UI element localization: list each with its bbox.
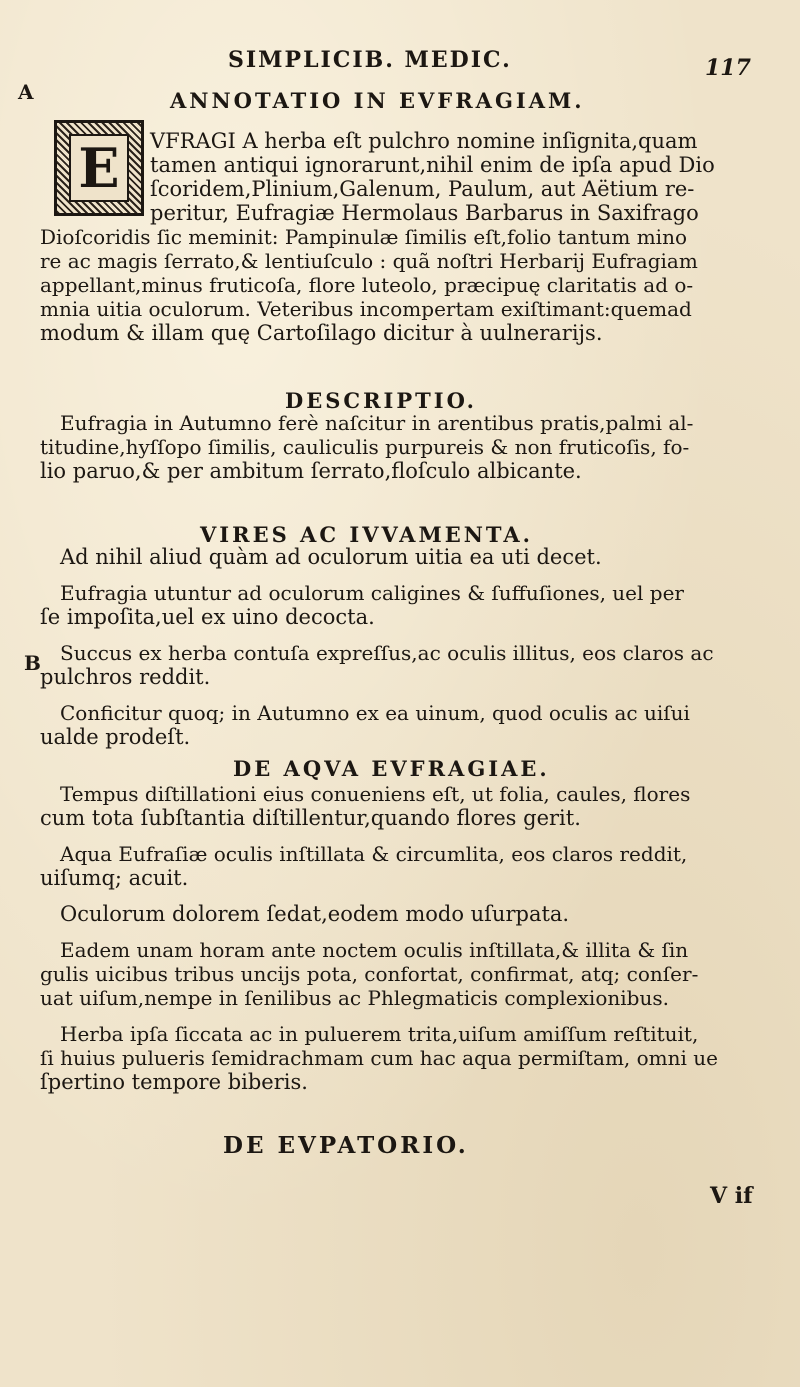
text-line: Eufragia in Autumno ferè naſcitur in arentibus pratis,palmi al- — [60, 411, 694, 435]
text-line: Aqua Eufraſiæ oculis inſtillata & circumlita, eos claros reddit, — [60, 842, 688, 866]
text-line: peritur, Eufragiæ Hermolaus Barbarus in Saxifrago — [150, 201, 699, 225]
text-line: VFRAGI A herba eſt pulchro nomine inſignita,quam — [150, 129, 698, 153]
text-line: cum tota ſubſtantia diſtillentur,quando flores gerit. — [40, 806, 581, 830]
text-line: Eufragia utuntur ad oculorum caligines & ſuffuſiones, uel per — [60, 581, 684, 605]
text-line: Ad nihil aliud quàm ad oculorum uitia ea uti decet. — [60, 545, 602, 569]
aqua-heading: DE AQVA EVFRAGIAE. — [233, 756, 550, 781]
descriptio-heading: DESCRIPTIO. — [285, 388, 477, 413]
decorated-initial — [54, 120, 144, 216]
text-line: gulis uicibus tribus uncijs pota, confortat, confirmat, atq; conſer- — [40, 962, 699, 986]
text-line: re ac magis ſerrato,& lentiuſculo : quã noſtri Herbarij Eufragiam — [40, 249, 698, 273]
margin-letter-b: B — [24, 651, 41, 675]
text-line: uat uiſum,nempe in ſenilibus ac Phlegmaticis complexionibus. — [40, 986, 669, 1010]
running-head: SIMPLICIB. MEDIC. — [228, 47, 512, 73]
text-line: Oculorum dolorem ſedat,eodem modo uſurpata. — [60, 902, 570, 926]
text-line: pulchros reddit. — [40, 665, 211, 689]
vires-heading: VIRES AC IVVAMENTA. — [200, 522, 533, 547]
text-line: lio paruo,& per ambitum ſerrato,floſculo albicante. — [40, 459, 582, 483]
text-line: uiſumq; acuit. — [40, 866, 189, 890]
annotatio-heading: ANNOTATIO IN EVFRAGIAM. — [170, 88, 585, 113]
text-line: ſcoridem,Plinium,Galenum, Paulum, aut Aëtium re- — [150, 177, 695, 201]
next-section-heading: DE EVPATORIO. — [223, 1132, 469, 1159]
text-line: modum & illam quę Cartoſilago dicitur à uulnerarijs. — [40, 321, 603, 345]
text-line: ſpertino tempore biberis. — [40, 1070, 308, 1094]
text-line: ualde prodeſt. — [40, 725, 191, 749]
text-line: Succus ex herba contuſa expreſſus,ac oculis illitus, eos claros ac — [60, 641, 714, 665]
text-line: ſe impoſita,uel ex uino decocta. — [40, 605, 375, 629]
text-line: tamen antiqui ignorarunt,nihil enim de ipſa apud Dio — [150, 153, 715, 177]
text-line: appellant,minus fruticoſa, flore luteolo, præcipuę claritatis ad o- — [40, 273, 694, 297]
text-line: Conficitur quoq; in Autumno ex ea uinum, quod oculis ac uiſui — [60, 701, 690, 725]
margin-letter-a: A — [18, 80, 34, 104]
text-line: Tempus diſtillationi eius conueniens eſt, ut folia, caules, flores — [60, 782, 691, 806]
initial-letter: E — [69, 134, 129, 202]
catchword: V if — [710, 1183, 753, 1209]
page-number: 117 — [705, 55, 751, 81]
text-line: ſi huius pulueris ſemidrachmam cum hac aqua permiſtam, omni ue — [40, 1046, 718, 1070]
text-line: Dioſcoridis ſic meminit: Pampinulæ ſimilis eſt,folio tantum mino — [40, 225, 687, 249]
text-line: Eadem unam horam ante noctem oculis inſtillata,& illita & ſin — [60, 938, 689, 962]
text-line: titudine,hyſſopo ſimilis, cauliculis purpureis & non fruticoſis, fo- — [40, 435, 690, 459]
text-line: Herba ipſa ſiccata ac in puluerem trita,uiſum amiſſum reſtituit, — [60, 1022, 699, 1046]
text-line: mnia uitia oculorum. Veteribus incompertam exiſtimant:quemad — [40, 297, 692, 321]
